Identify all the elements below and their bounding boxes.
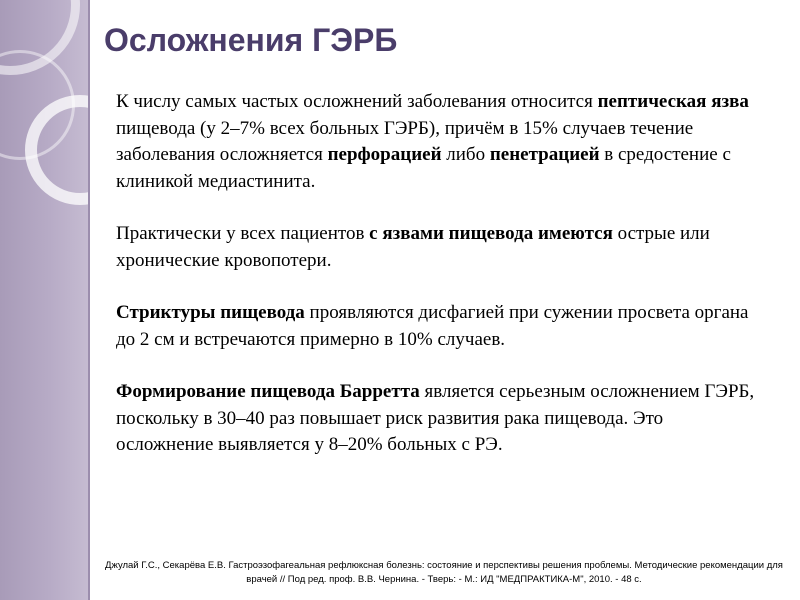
decorative-sidebar xyxy=(0,0,90,600)
paragraph-barrett xyxy=(116,379,756,459)
text-run: является серьезным осложнением ГЭРБ, поскольку в 30–40 раз повышает риск развития рака пищевода. Это осложнение выявляется у 8–20% больных с РЭ. xyxy=(116,381,755,455)
sidebar-edge-line xyxy=(88,0,90,600)
paragraph-strictures xyxy=(116,300,756,353)
text-run: острые или хронические кровопотери. xyxy=(116,223,710,271)
paragraph-blood-loss xyxy=(116,221,756,274)
text-run: Практически у всех пациентов xyxy=(116,223,370,244)
slide-body xyxy=(116,89,756,485)
bold-term-perforation: перфорацией xyxy=(327,144,442,165)
text-run: К числу самых частых осложнений заболевания относится xyxy=(116,91,598,112)
text-run: проявляются дисфагией при сужении просвета органа до 2 см и встречаются примерно в 10% случаев. xyxy=(116,302,749,350)
bold-term-barrett: Формирование пищевода Барретта xyxy=(116,381,420,402)
paragraph-peptic-ulcer xyxy=(116,89,756,195)
text-run: либо xyxy=(441,144,490,165)
bold-term-ulcers: с язвами пищевода имеются xyxy=(369,223,613,244)
text-run: пищевода (у 2–7% всех больных ГЭРБ), причём в 15% случаев течение заболевания осложняется xyxy=(116,117,694,165)
text-run: в средостение с клиникой медиастинита. xyxy=(116,144,731,192)
bold-term-strictures: Стриктуры пищевода xyxy=(116,302,305,323)
citation-footer: Джулай Г.С., Секарёва Е.В. Гастроэзофагеальная рефлюксная болезнь: состояние и перспективы решения проблемы. Методические рекомендации для врачей // Под ред. проф. В.В. Чернина. - Тверь: - М.: ИД "МЕДПРАКТИКА-М", 2010. - 48 с. xyxy=(105,560,783,585)
bold-term-peptic-ulcer: пептическая язва xyxy=(597,91,749,112)
bold-term-penetration: пенетрацией xyxy=(489,144,600,165)
slide-title: Осложнения ГЭРБ xyxy=(104,22,398,58)
